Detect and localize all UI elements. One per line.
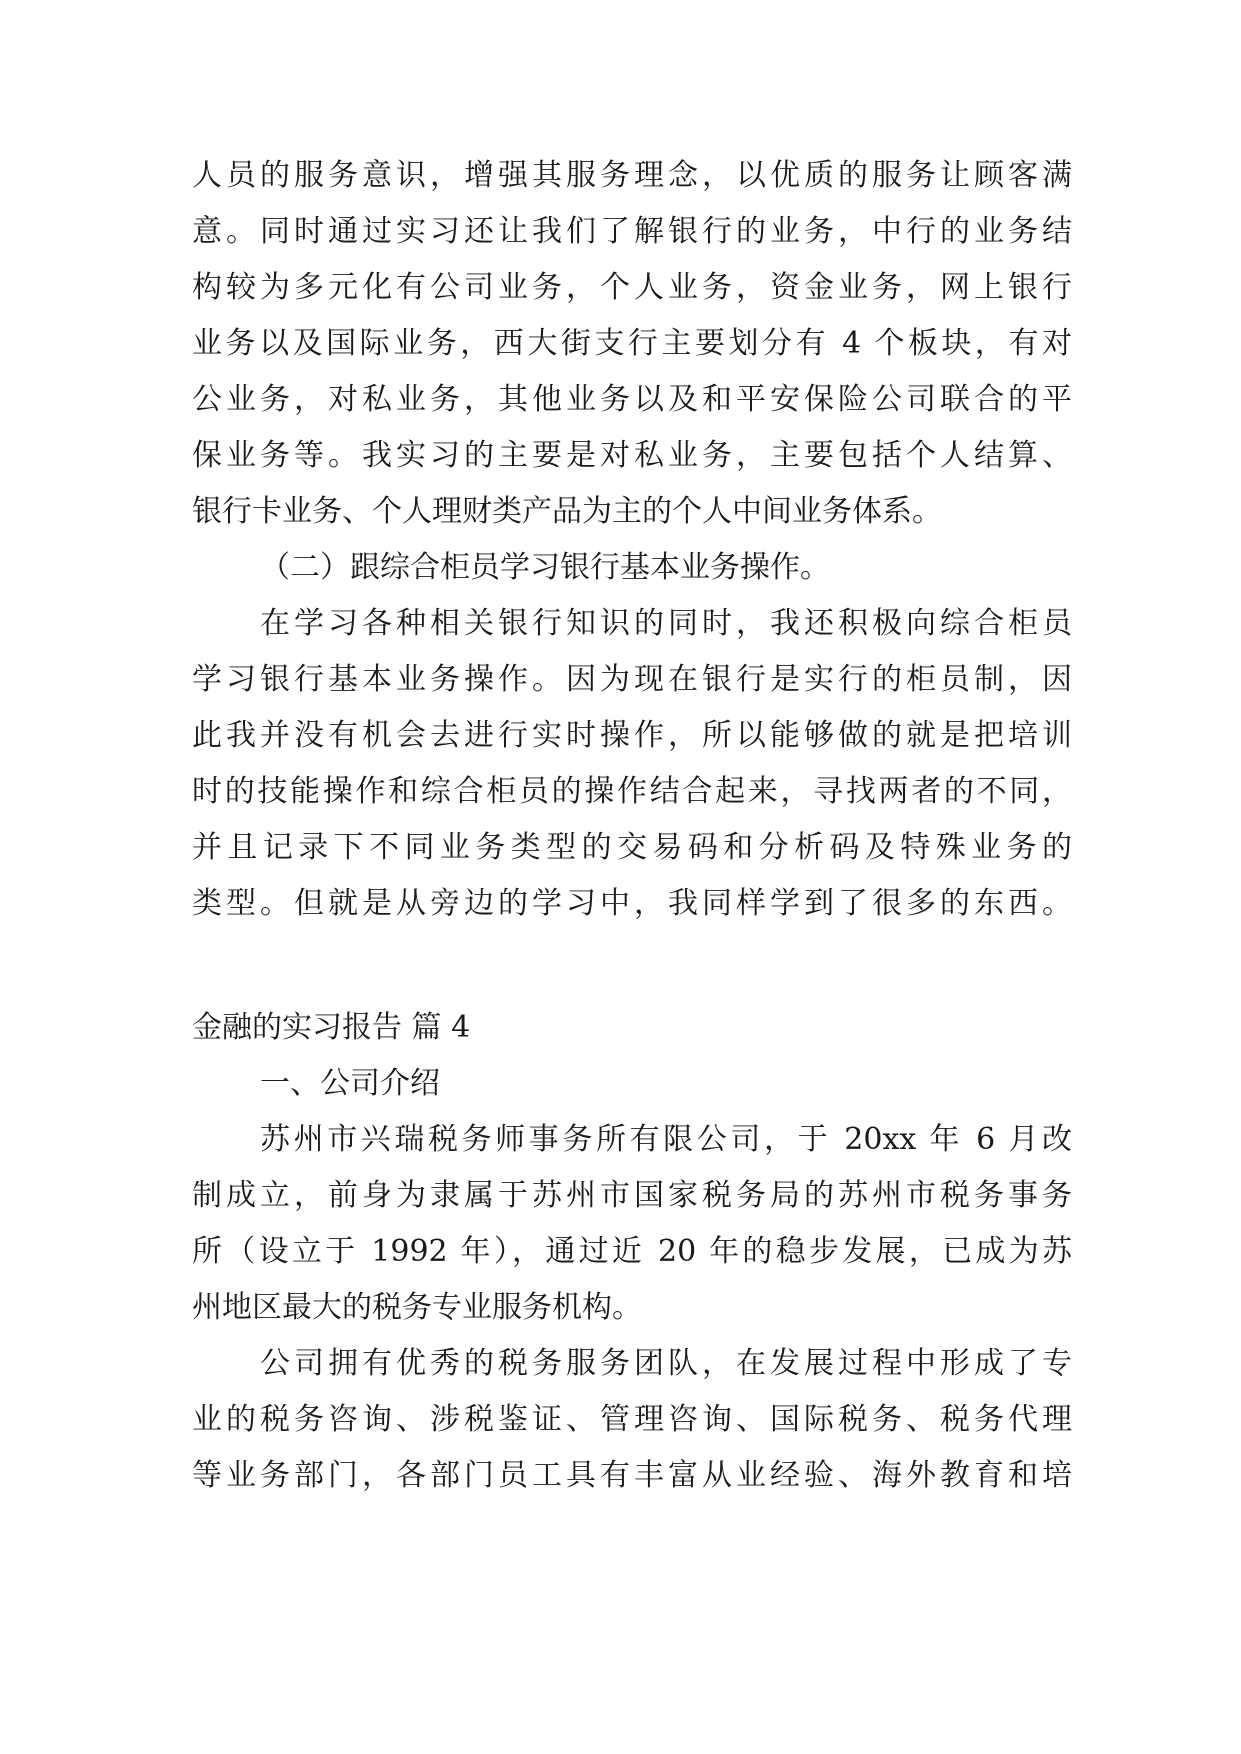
body-text-line: 类型。但就是从旁边的学习中，我同样学到了很多的东西。 — [192, 886, 1072, 921]
body-text-line: 所（设立于 1992 年），通过近 20 年的稳步发展，已成为苏 — [192, 1234, 1072, 1269]
section-subheading: 一、公司介绍 — [260, 1066, 440, 1101]
body-text-line: 在学习各种相关银行知识的同时，我还积极向综合柜员 — [260, 606, 1072, 641]
body-text-line: 业的税务咨询、涉税鉴证、管理咨询、国际税务、税务代理 — [192, 1402, 1072, 1437]
section-title: 金融的实习报告 篇 4 — [192, 1010, 471, 1045]
body-text-line: 苏州市兴瑞税务师事务所有限公司，于 20xx 年 6 月改 — [260, 1122, 1072, 1157]
body-text-line: 银行卡业务、个人理财类产品为主的个人中间业务体系。 — [192, 494, 942, 529]
body-text-line: 制成立，前身为隶属于苏州市国家税务局的苏州市税务事务 — [192, 1178, 1072, 1213]
body-text-line: 等业务部门，各部门员工具有丰富从业经验、海外教育和培 — [192, 1458, 1072, 1493]
body-text-line: 人员的服务意识，增强其服务理念，以优质的服务让顾客满 — [192, 158, 1072, 193]
body-text-line: 公司拥有优秀的税务服务团队，在发展过程中形成了专 — [260, 1346, 1072, 1381]
body-text-line: 并且记录下不同业务类型的交易码和分析码及特殊业务的 — [192, 830, 1072, 865]
body-text-line: 公业务，对私业务，其他业务以及和平安保险公司联合的平 — [192, 382, 1072, 417]
body-text-line: 业务以及国际业务，西大街支行主要划分有 4 个板块，有对 — [192, 326, 1072, 361]
body-text-line: 构较为多元化有公司业务，个人业务，资金业务，网上银行 — [192, 270, 1072, 305]
body-text-line: 州地区最大的税务专业服务机构。 — [192, 1290, 642, 1325]
section-subheading: （二）跟综合柜员学习银行基本业务操作。 — [260, 550, 830, 585]
body-text-line: 此我并没有机会去进行实时操作，所以能够做的就是把培训 — [192, 718, 1072, 753]
body-text-line: 保业务等。我实习的主要是对私业务，主要包括个人结算、 — [192, 438, 1072, 473]
body-text-line: 学习银行基本业务操作。因为现在银行是实行的柜员制，因 — [192, 662, 1072, 697]
body-text-line: 意。同时通过实习还让我们了解银行的业务，中行的业务结 — [192, 214, 1072, 249]
body-text-line: 时的技能操作和综合柜员的操作结合起来，寻找两者的不同， — [192, 774, 1072, 809]
